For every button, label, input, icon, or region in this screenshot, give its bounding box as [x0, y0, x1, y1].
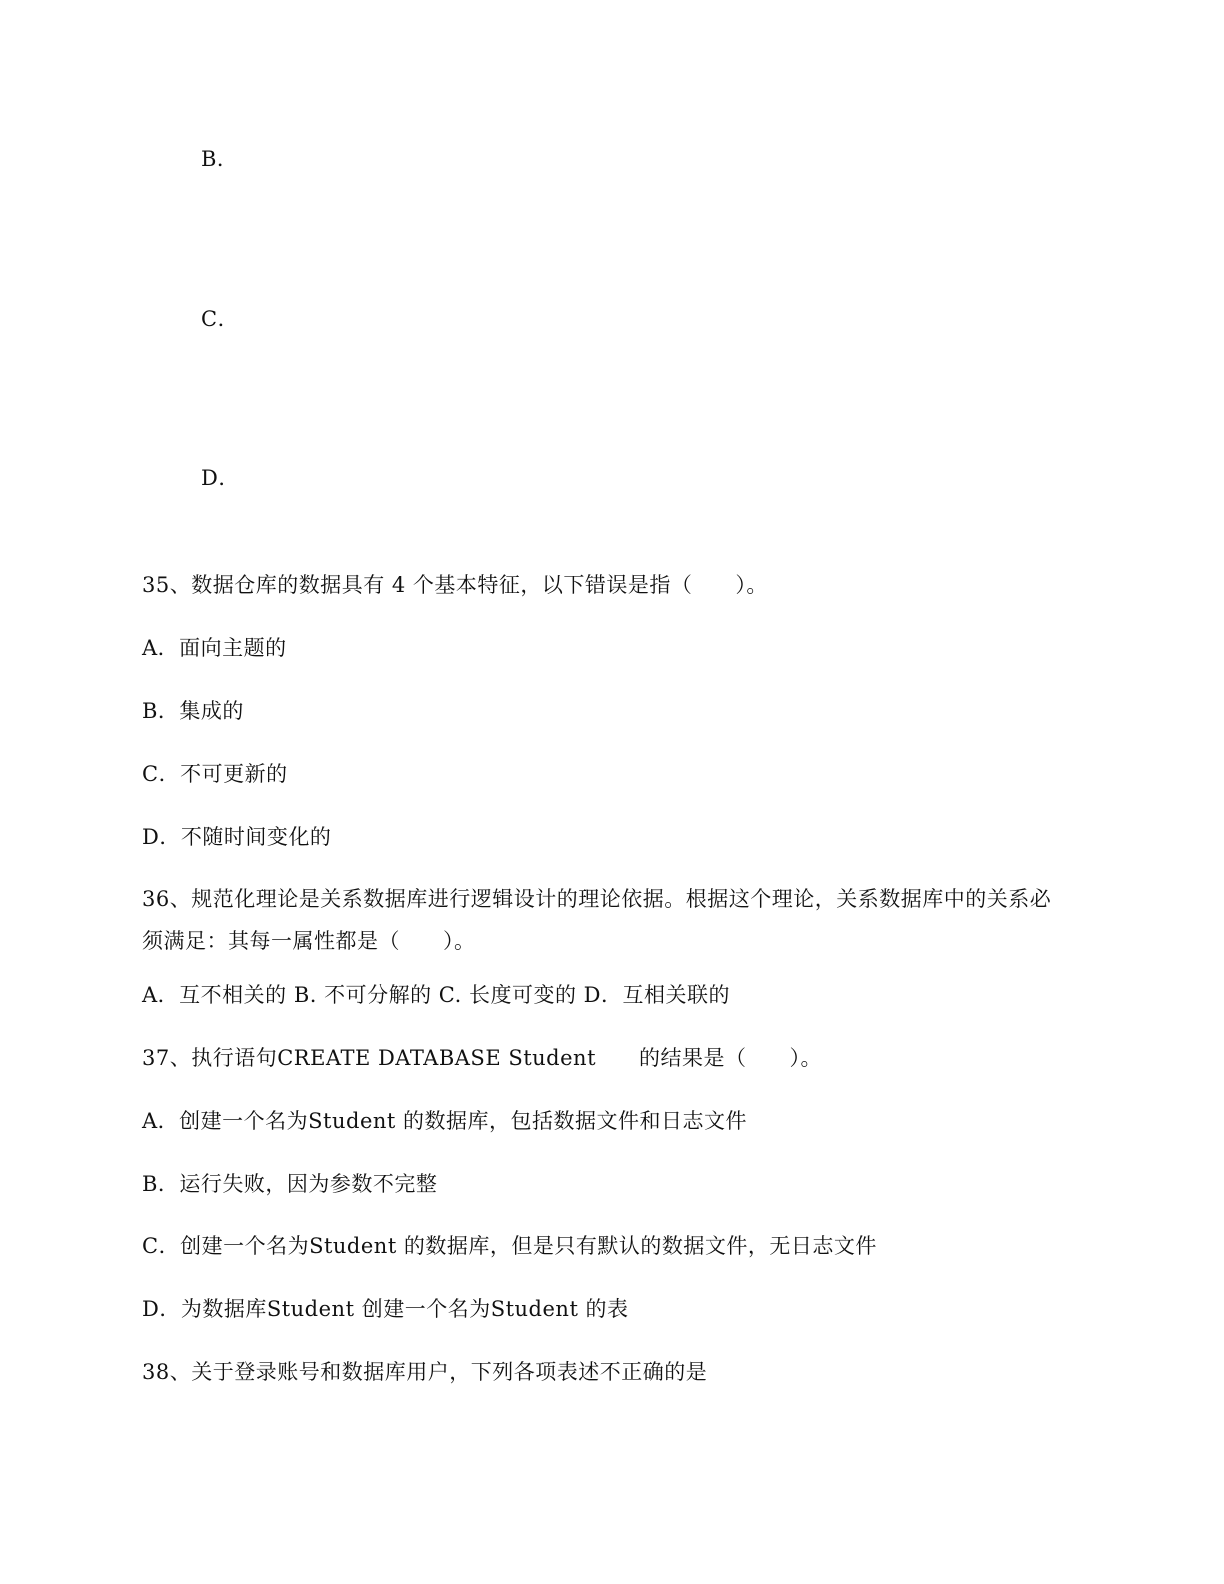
question-35-option-a: A．面向主题的: [142, 636, 287, 660]
question-35-option-d: D．不随时间变化的: [142, 825, 332, 849]
question-36-stem-line2: 须满足：其每一属性都是（ ）。: [142, 929, 476, 953]
question-36-options: A．互不相关的 B. 不可分解的 C. 长度可变的 D．互相关联的: [142, 983, 730, 1007]
top-option-d: D．: [201, 466, 240, 490]
top-option-c: C．: [201, 307, 240, 331]
question-35-option-b: B．集成的: [142, 699, 244, 723]
question-37-option-b: B．运行失败，因为参数不完整: [142, 1172, 438, 1196]
question-35-stem: 35、数据仓库的数据具有 4 个基本特征，以下错误是指（ ）。: [142, 573, 768, 597]
question-37-stem: 37、执行语句CREATE DATABASE Student 的结果是（ ）。: [142, 1046, 823, 1070]
question-37-option-c: C．创建一个名为Student 的数据库，但是只有默认的数据文件，无日志文件: [142, 1234, 877, 1258]
question-37-option-a: A．创建一个名为Student 的数据库，包括数据文件和日志文件: [142, 1109, 748, 1133]
question-37-option-d: D．为数据库Student 创建一个名为Student 的表: [142, 1297, 629, 1321]
question-35-option-c: C．不可更新的: [142, 762, 288, 786]
top-option-b: B．: [201, 147, 239, 171]
question-38-stem: 38、关于登录账号和数据库用户，下列各项表述不正确的是: [142, 1360, 708, 1384]
question-36-stem-line1: 36、规范化理论是关系数据库进行逻辑设计的理论依据。根据这个理论，关系数据库中的关系必: [142, 887, 1052, 911]
